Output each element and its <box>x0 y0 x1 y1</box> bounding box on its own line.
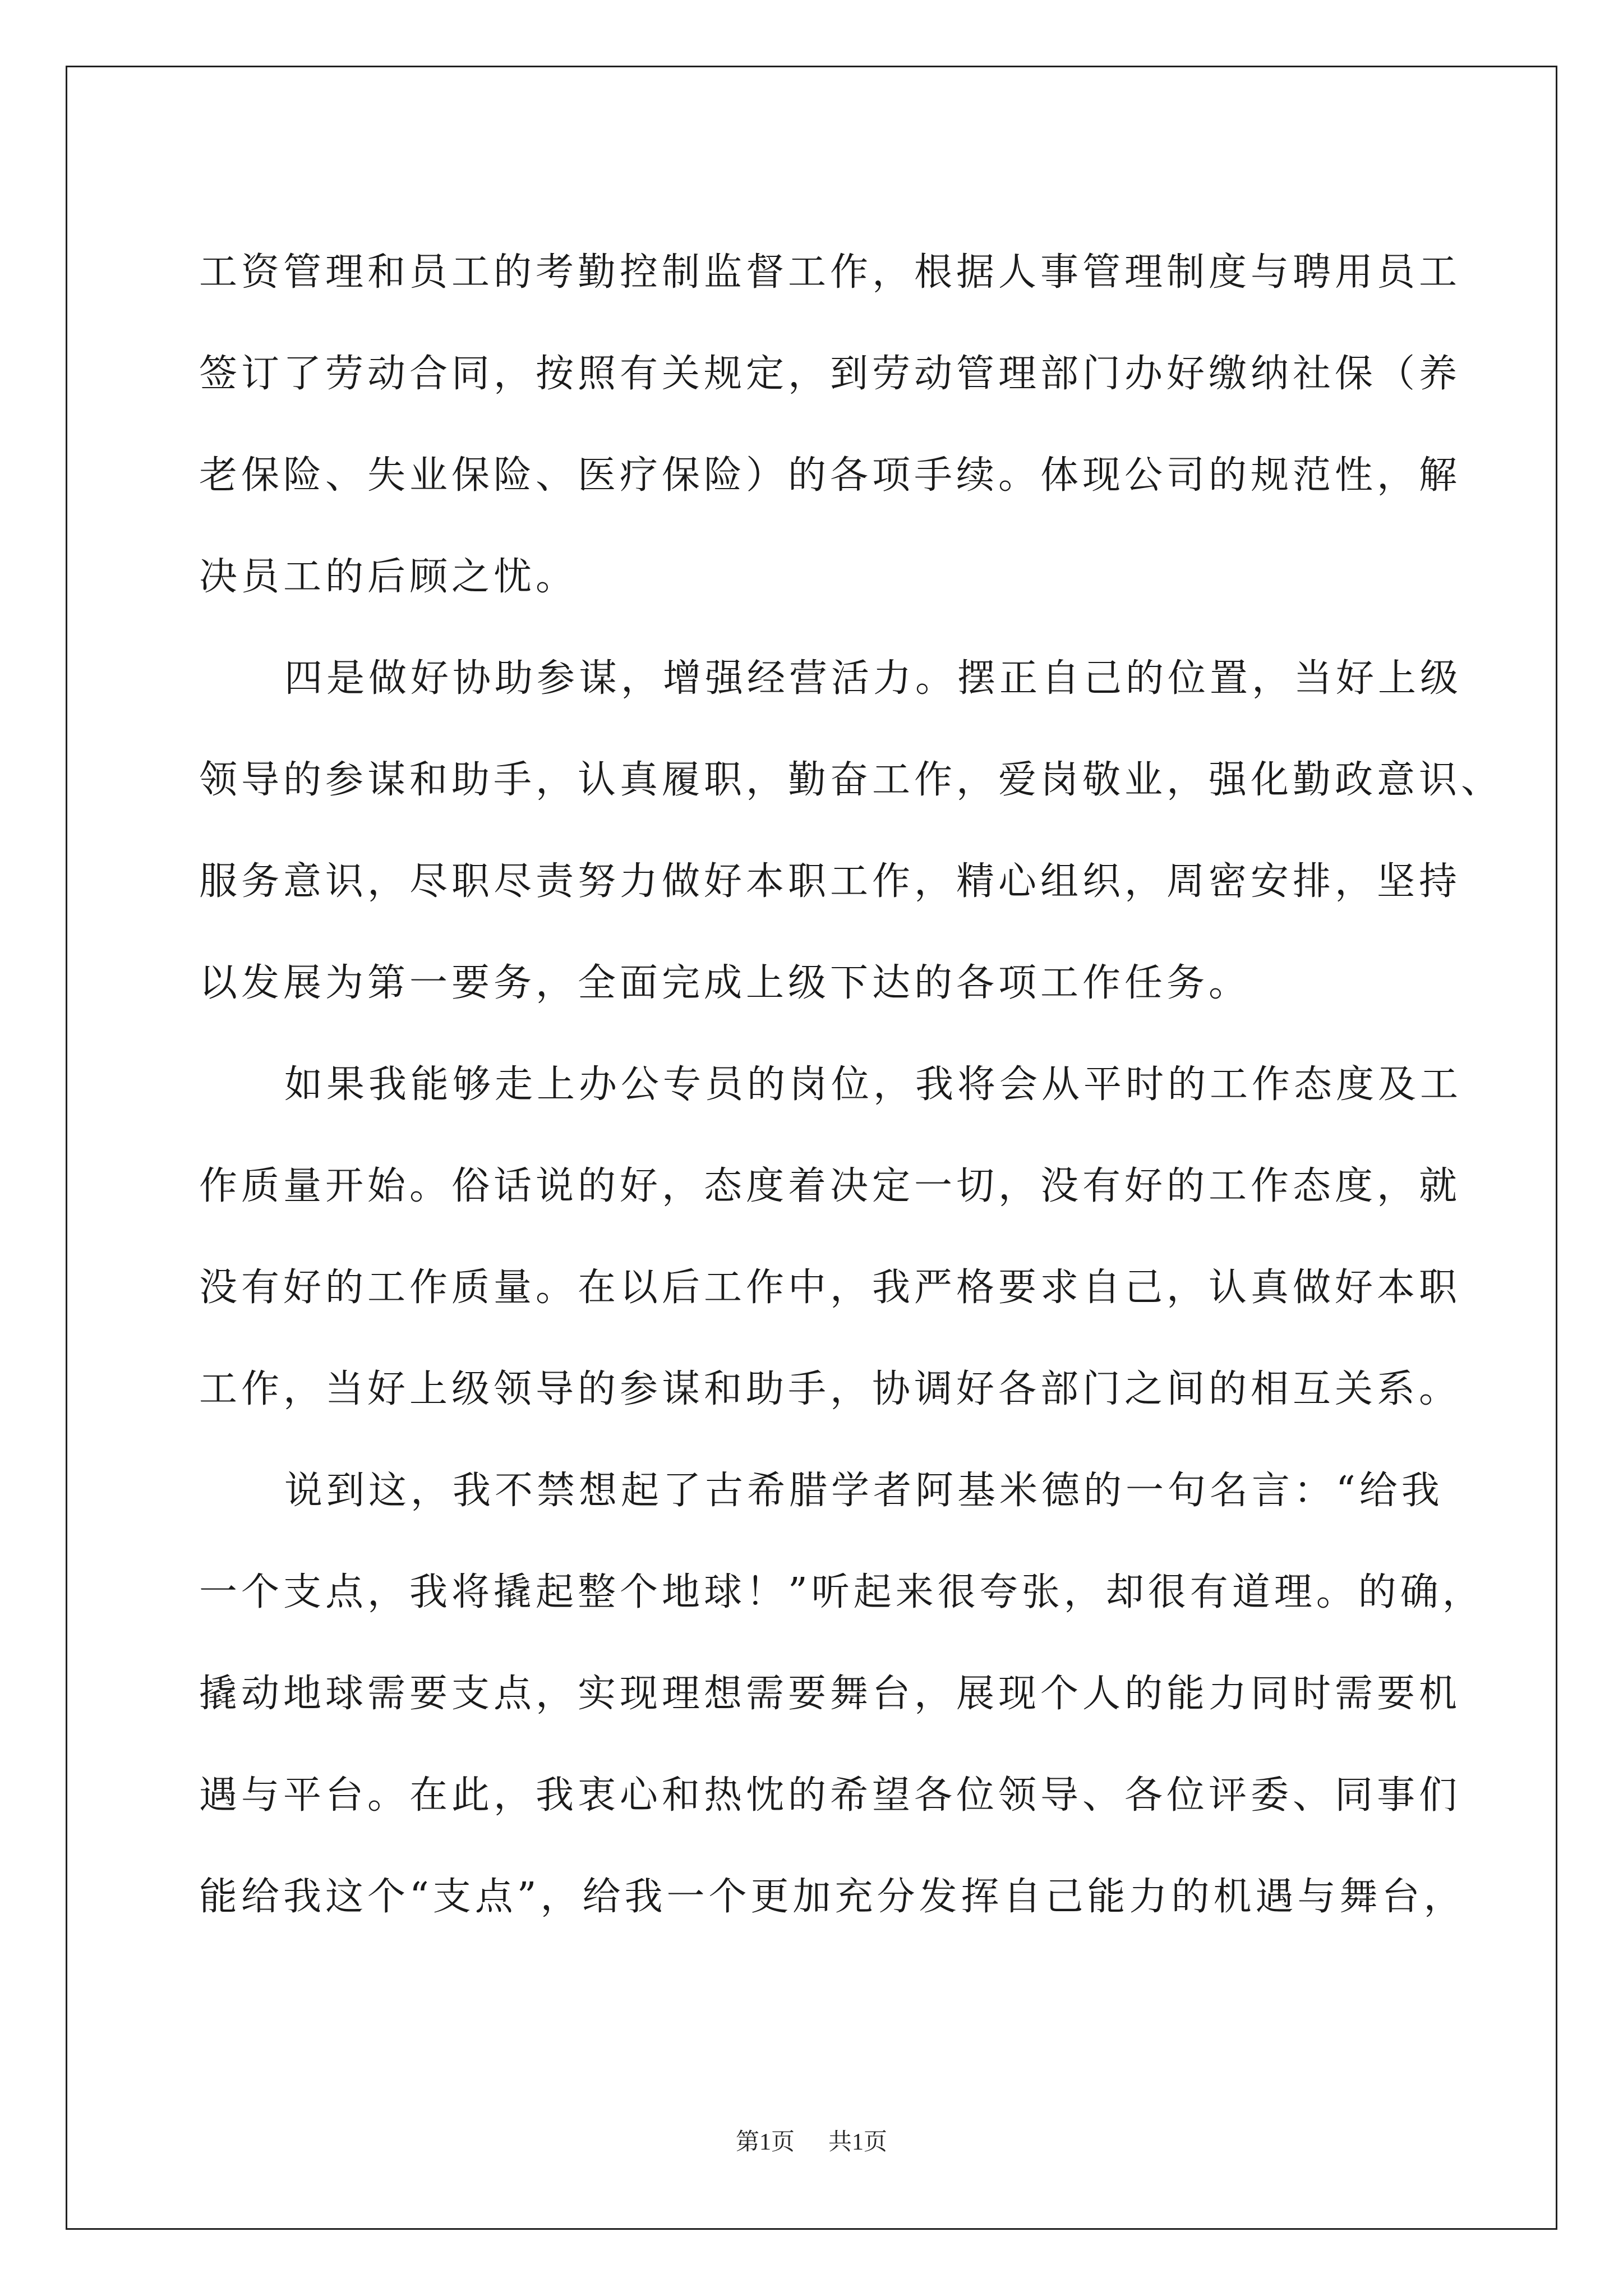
paragraph <box>199 1440 1484 1948</box>
text-line: 撬动地球需要支点，实现理想需要舞台，展现个人的能力同时需要机 <box>199 1672 1461 1716</box>
paragraph <box>199 222 1461 628</box>
text-line: 说到这，我不禁想起了古希腊学者阿基米德的一句名言：“给我 <box>284 1469 1444 1513</box>
text-line: 四是做好协助参谋，增强经营活力。摆正自己的位置，当好上级 <box>284 656 1463 701</box>
text-line: 老保险、失业保险、医疗保险）的各项手续。体现公司的规范性，解 <box>199 453 1461 498</box>
page-footer <box>0 2123 1623 2157</box>
text-line: 没有好的工作质量。在以后工作中，我严格要求自己，认真做好本职 <box>199 1266 1461 1310</box>
paragraph <box>199 628 1504 1034</box>
text-line: 遇与平台。在此，我衷心和热忱的希望各位领导、各位评委、同事们 <box>199 1773 1461 1818</box>
text-line: 决员工的后顾之忧。 <box>199 555 578 599</box>
document-body <box>199 222 1504 1948</box>
text-line: 能给我这个“支点”，给我一个更加充分发挥自己能力的机遇与舞台， <box>199 1875 1466 1919</box>
text-line: 作质量开始。俗话说的好，态度着决定一切，没有好的工作态度，就 <box>199 1164 1461 1208</box>
text-line: 以发展为第一要务，全面完成上级下达的各项工作任务。 <box>199 961 1251 1005</box>
page-number: 第1页 <box>735 2129 795 2155</box>
text-line: 如果我能够走上办公专员的岗位，我将会从平时的工作态度及工 <box>284 1062 1463 1107</box>
text-line: 服务意识，尽职尽责努力做好本职工作，精心组织，周密安排，坚持 <box>199 859 1461 904</box>
text-line: 领导的参谋和助手，认真履职，勤奋工作，爱岗敬业，强化勤政意识、 <box>199 758 1504 802</box>
text-line: 一个支点，我将撬起整个地球！”听起来很夸张，却很有道理。的确， <box>199 1570 1484 1614</box>
paragraph <box>199 1034 1463 1440</box>
text-line: 工资管理和员工的考勤控制监督工作，根据人事管理制度与聘用员工 <box>199 250 1461 295</box>
page-total: 共1页 <box>828 2129 888 2155</box>
text-line: 签订了劳动合同，按照有关规定，到劳动管理部门办好缴纳社保（养 <box>199 352 1461 396</box>
text-line: 工作，当好上级领导的参谋和助手，协调好各部门之间的相互关系。 <box>199 1367 1461 1411</box>
